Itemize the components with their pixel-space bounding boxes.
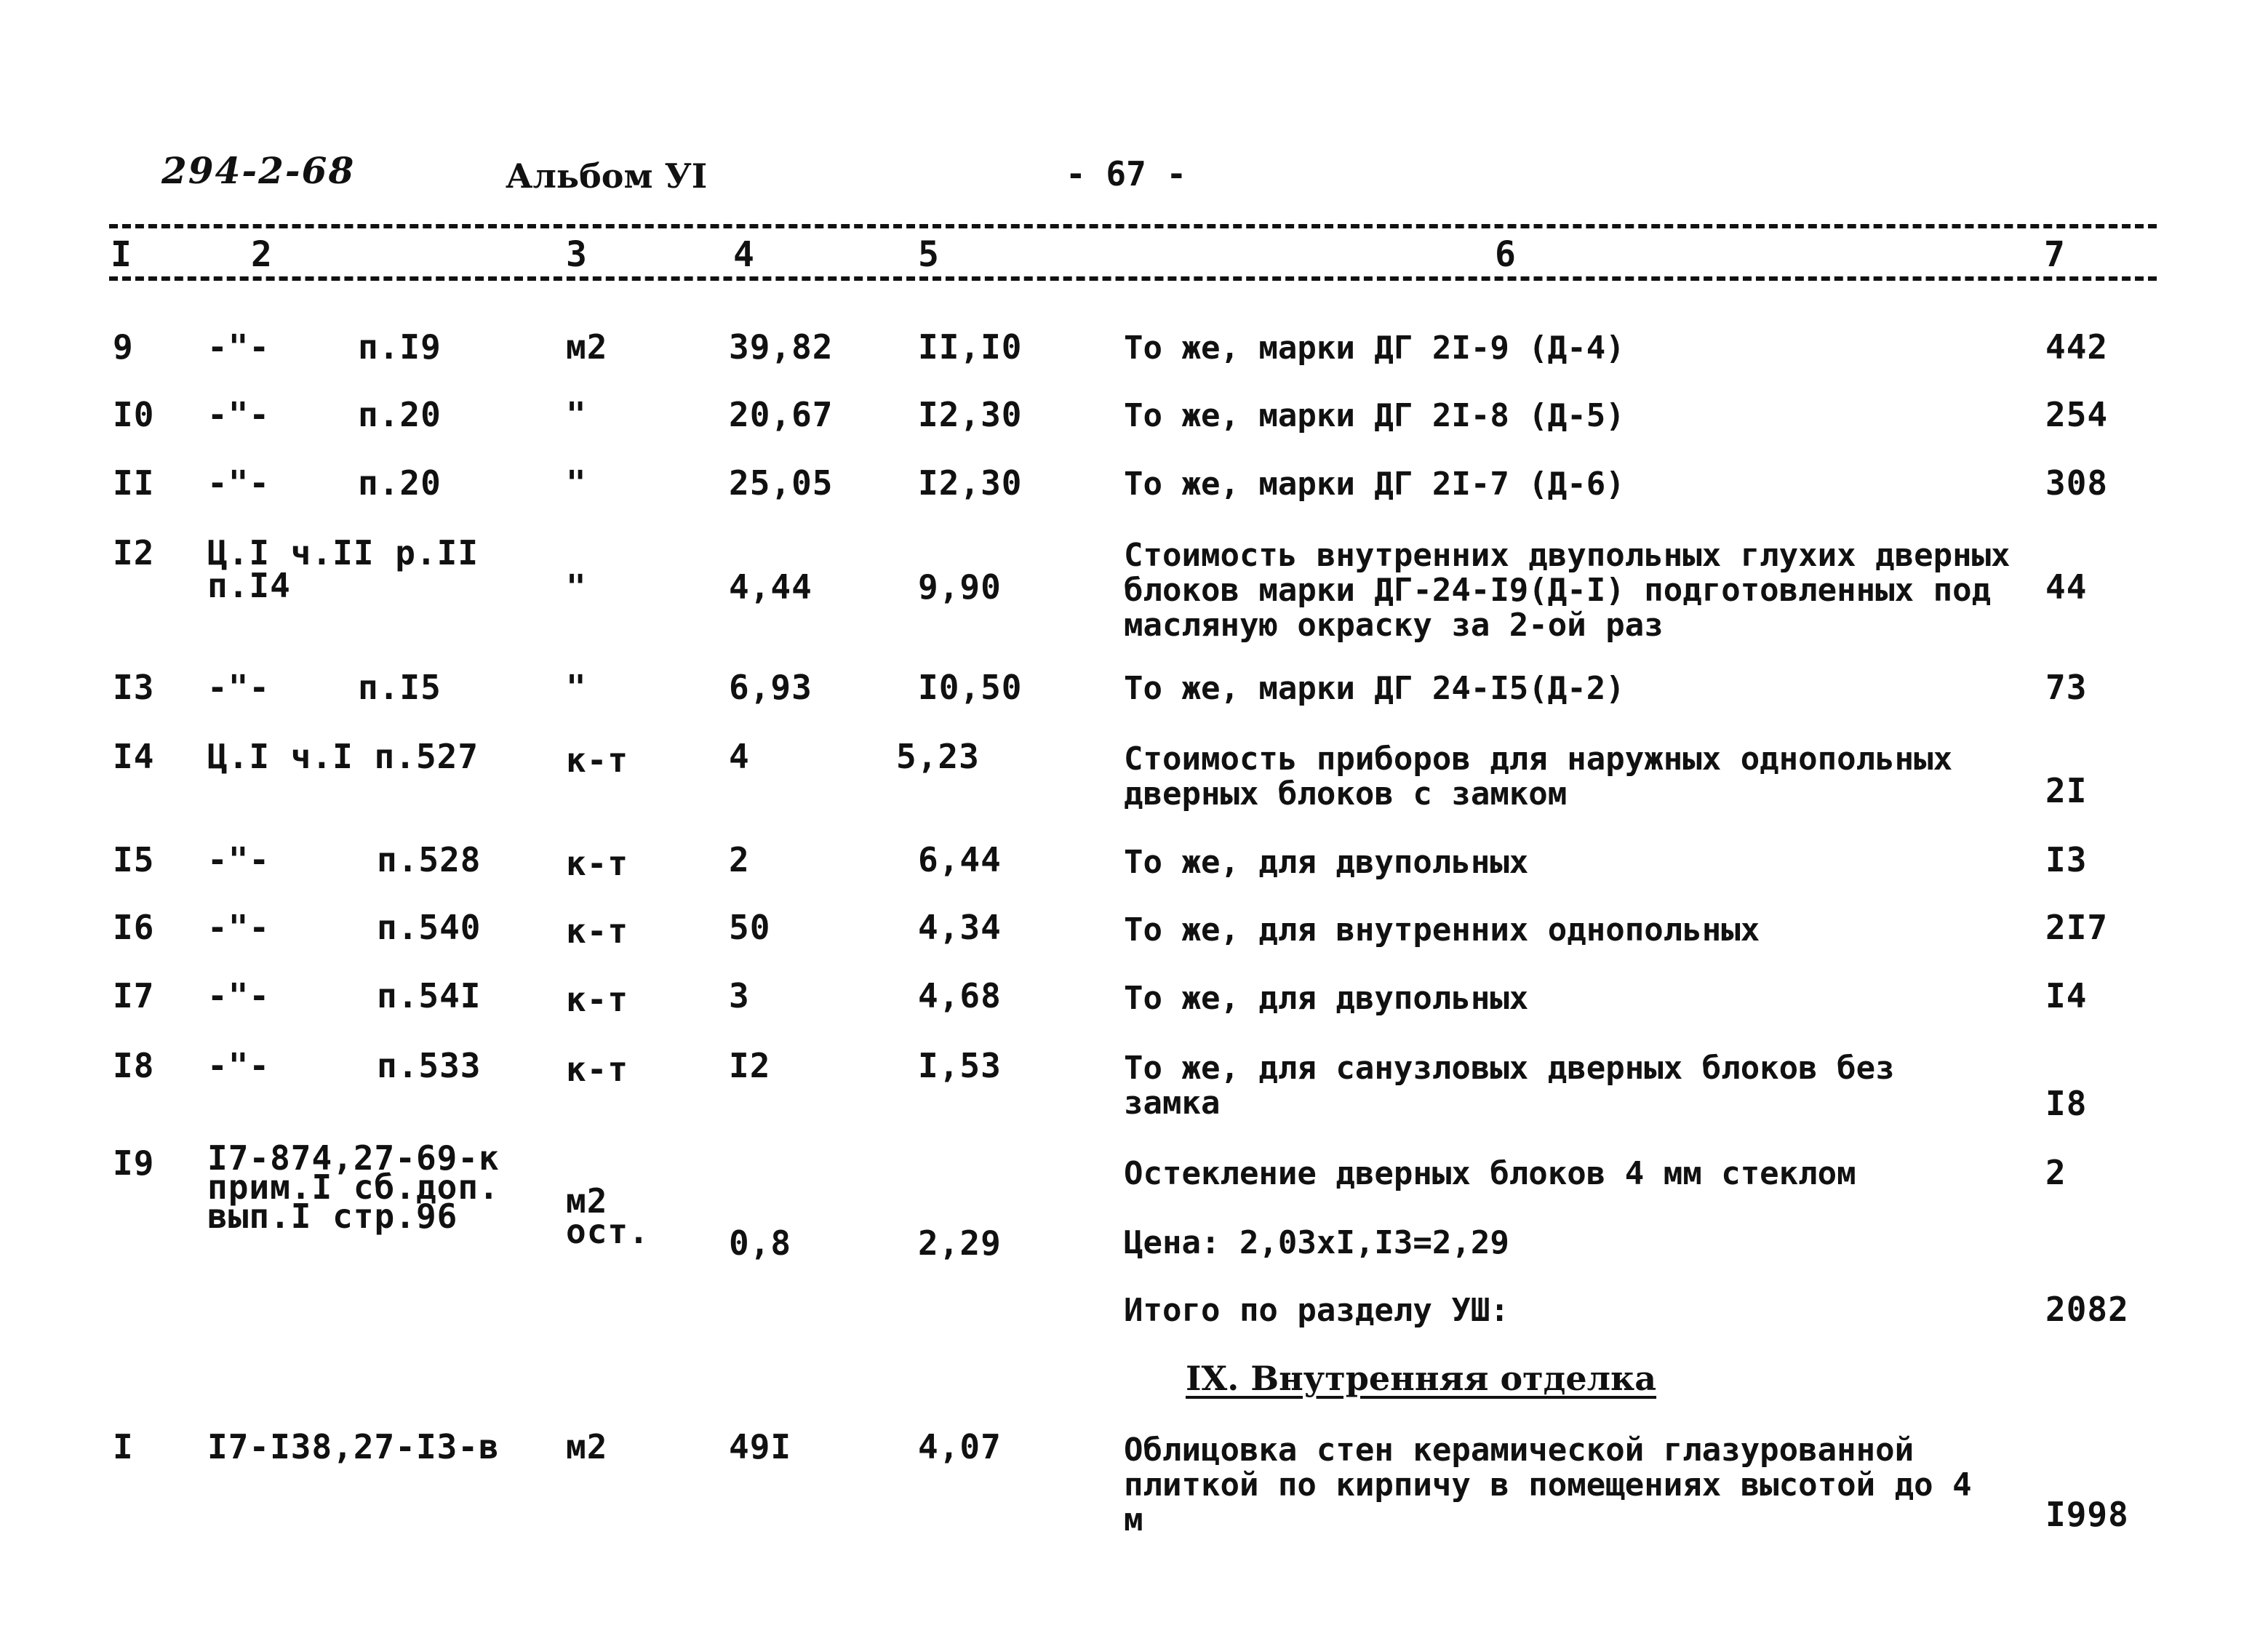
source-ref: -"- (207, 327, 271, 367)
description: То же, марки ДГ 24-I5(Д-2) (1124, 670, 1625, 707)
section-total-value: 2082 (2045, 1290, 2129, 1329)
total: I4 (2045, 976, 2088, 1015)
description: То же, для внутренних однопольных (1124, 911, 1760, 949)
total: 2I7 (2045, 908, 2109, 947)
col-num-7: 7 (2044, 234, 2065, 275)
total: I998 (2045, 1495, 2129, 1534)
doc-code: 294-2-68 (161, 149, 356, 192)
source-ref: -"- (207, 840, 271, 879)
quantity: 50 (729, 908, 771, 947)
row-number: I7 (113, 976, 155, 1015)
description: То же, марки ДГ 2I-8 (Д-5) (1124, 397, 1625, 434)
column-rule (109, 276, 2157, 281)
unit: к-т (566, 1050, 629, 1089)
description: То же, для двупольных (1124, 980, 1529, 1017)
col-num-6: 6 (1495, 234, 1516, 275)
quantity: 2 (729, 840, 750, 879)
unit: к-т (566, 740, 629, 780)
source-ref: Ц.I ч.II р.II (207, 533, 479, 572)
unit: м2 ост. (566, 1181, 650, 1251)
description: То же, марки ДГ 2I-9 (Д-4) (1124, 330, 1625, 367)
col-num-5: 5 (918, 234, 939, 275)
unit: " (566, 668, 587, 707)
quantity: 4 (729, 737, 750, 776)
total: 2 (2045, 1153, 2067, 1192)
price-formula: Цена: 2,03хI,I3=2,29 (1124, 1224, 1509, 1261)
source-ref: -"- (207, 463, 271, 503)
quantity: 3 (729, 976, 750, 1015)
quantity: 0,8 (729, 1223, 792, 1263)
quantity: 6,93 (729, 668, 812, 707)
unit-price: 9,90 (918, 567, 1002, 607)
unit: м2 (566, 327, 608, 367)
section-total-label: Итого по разделу УШ: (1124, 1292, 1509, 1329)
row-number: I6 (113, 908, 155, 947)
row-number: 9 (113, 327, 134, 367)
unit-price: 4,34 (918, 908, 1002, 947)
total: 254 (2045, 395, 2109, 434)
unit-price: 4,68 (918, 976, 1002, 1015)
description: То же, для двупольных (1124, 844, 1529, 881)
row-number: I5 (113, 840, 155, 879)
source-item: п.I9 (358, 327, 442, 367)
unit: " (566, 567, 587, 607)
col-num-1: I (111, 234, 132, 275)
source-ref: Ц.I ч.I п.527 (207, 737, 479, 776)
album-label: Альбом УI (506, 156, 708, 196)
source-item: п.I5 (358, 668, 442, 707)
quantity: 49I (729, 1427, 792, 1466)
source-item: п.20 (358, 395, 442, 434)
unit: к-т (566, 844, 629, 883)
unit-price: I2,30 (918, 463, 1023, 503)
source-ref: I7-874,27-69-к прим.I сб.доп. вып.I стр.96 (207, 1138, 500, 1236)
description: Стоимость внутренних двупольных глухих дверных блоков марки ДГ-24-I9(Д-I) подготовленных под масляную окраску за 2-ой раз (1124, 537, 2011, 644)
source-item: п.I4 (207, 566, 291, 605)
unit-price: II,I0 (918, 327, 1023, 367)
description: Облицовка стен керамической глазурованной плиткой по кирпичу в помещениях высотой до 4 м (1124, 1432, 1972, 1538)
source-item: п.540 (377, 908, 482, 947)
source-ref: I7-I38,27-I3-в (207, 1427, 500, 1466)
unit: к-т (566, 911, 629, 951)
unit-price: 5,23 (896, 737, 980, 776)
source-item: п.20 (358, 463, 442, 503)
row-number: I4 (113, 737, 155, 776)
unit: " (566, 463, 587, 503)
row-number: I8 (113, 1046, 155, 1085)
description: Остекление дверных блоков 4 мм стеклом (1124, 1155, 1856, 1192)
source-ref: -"- (207, 908, 271, 947)
description: То же, для санузловых дверных блоков без замка (1124, 1050, 1895, 1122)
unit-price: I0,50 (918, 668, 1023, 707)
col-num-3: 3 (566, 234, 587, 275)
top-rule (109, 224, 2157, 228)
source-item: п.528 (377, 840, 482, 879)
unit-price: 2,29 (918, 1223, 1002, 1263)
row-number: II (113, 463, 155, 503)
unit: к-т (566, 980, 629, 1019)
row-number: I (113, 1427, 134, 1466)
unit-price: 4,07 (918, 1427, 1002, 1466)
quantity: 4,44 (729, 567, 812, 607)
row-number: I3 (113, 668, 155, 707)
unit-price: 6,44 (918, 840, 1002, 879)
description: То же, марки ДГ 2I-7 (Д-6) (1124, 466, 1625, 503)
total: I8 (2045, 1084, 2088, 1123)
page-number: - 67 - (1066, 154, 1187, 193)
unit-price: I2,30 (918, 395, 1023, 434)
total: 442 (2045, 327, 2109, 367)
quantity: 20,67 (729, 395, 834, 434)
row-number: I9 (113, 1143, 155, 1183)
unit: м2 (566, 1427, 608, 1466)
source-item: п.533 (377, 1046, 482, 1085)
source-ref: -"- (207, 668, 271, 707)
total: 2I (2045, 771, 2088, 810)
description: Стоимость приборов для наружных однопольных дверных блоков с замком (1124, 740, 1953, 812)
total: 73 (2045, 668, 2088, 707)
quantity: 39,82 (729, 327, 834, 367)
unit: " (566, 395, 587, 434)
row-number: I0 (113, 395, 155, 434)
col-num-2: 2 (251, 234, 272, 275)
source-item: п.54I (377, 976, 482, 1015)
total: 44 (2045, 567, 2088, 607)
quantity: I2 (729, 1046, 771, 1085)
source-ref: -"- (207, 976, 271, 1015)
row-number: I2 (113, 533, 155, 572)
total: I3 (2045, 840, 2088, 879)
source-ref: -"- (207, 395, 271, 434)
unit-price: I,53 (918, 1046, 1002, 1085)
col-num-4: 4 (733, 234, 754, 275)
quantity: 25,05 (729, 463, 834, 503)
source-ref: -"- (207, 1046, 271, 1085)
section-title: IX. Внутренняя отделка (1186, 1359, 1657, 1398)
total: 308 (2045, 463, 2109, 503)
